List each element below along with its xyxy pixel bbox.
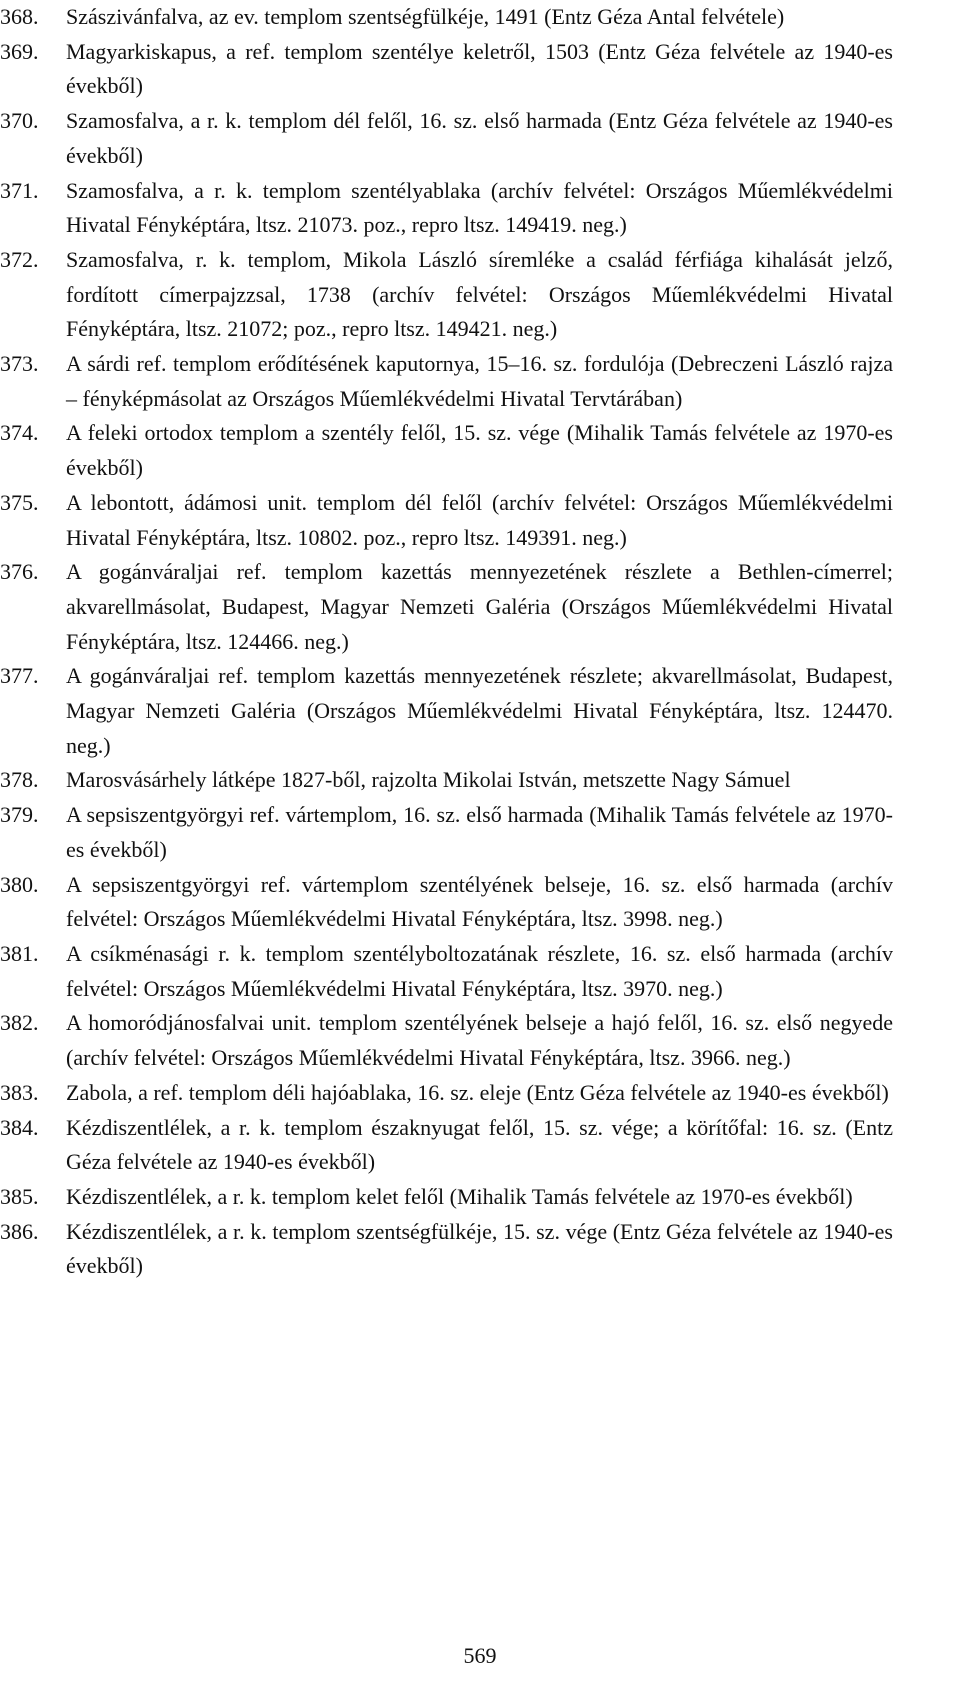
- entry-text: A sepsiszentgyörgyi ref. vártemplom, 16. sz. első harmada (Mihalik Tamás felvétele az 1970-es évekből): [66, 802, 893, 862]
- caption-entry: [0, 1076, 960, 1111]
- caption-entry: [0, 486, 960, 555]
- entry-text: A sepsiszentgyörgyi ref. vártemplom szentélyének belseje, 16. sz. első harmada (archív felvétel: Országos Műemlékvédelmi Hivatal Fényképtára, ltsz. 3998. neg.): [66, 871, 893, 932]
- caption-entry: [0, 798, 960, 867]
- entry-text: Szászivánfalva, az ev. templom szentségfülkéje, 1491 (Entz Géza Antal felvétele): [66, 4, 785, 29]
- entry-text: Kézdiszentlélek, a r. k. templom kelet felől (Mihalik Tamás felvétele az 1970-es évekből): [66, 1183, 853, 1209]
- caption-entry: [0, 868, 960, 937]
- entry-text: Kézdiszentlélek, a r. k. templom szentségfülkéje, 15. sz. vége (Entz Géza felvétele az 1940-es évekből): [66, 1218, 893, 1279]
- entry-number: 383.: [0, 1079, 39, 1105]
- caption-entry: [0, 555, 960, 659]
- entry-number: 386.: [0, 1218, 39, 1244]
- caption-entry: [0, 1006, 960, 1075]
- entry-text: Zabola, a ref. templom déli hajóablaka, 16. sz. eleje (Entz Géza felvétele az 1940-es évekből): [66, 1079, 889, 1105]
- caption-entry: [0, 1215, 960, 1284]
- entry-number: 384.: [0, 1114, 39, 1140]
- entry-number: 375.: [0, 489, 39, 515]
- entry-number: 379.: [0, 802, 39, 828]
- page-number: 569: [463, 1643, 497, 1668]
- entry-number: 376.: [0, 559, 39, 585]
- entry-number: 382.: [0, 1010, 39, 1036]
- entry-number: 378.: [0, 767, 39, 793]
- entry-text: A lebontott, ádámosi unit. templom dél felől (archív felvétel: Országos Műemlékvédelmi Hivatal Fényképtára, ltsz. 10802. poz., repro ltsz. 149391. neg.): [66, 489, 893, 550]
- entry-text: A sárdi ref. templom erődítésének kaputornya, 15–16. sz. fordulója (Debreczeni László rajza – fényképmásolat az Országos Műemlékvédelmi Hivatal Tervtárában): [66, 351, 893, 411]
- entry-number: 370.: [0, 108, 39, 134]
- caption-entry: [0, 1180, 960, 1215]
- caption-entry: [0, 347, 960, 416]
- entry-text: Marosvásárhely látképe 1827-ből, rajzolta Mikolai István, metszette Nagy Sámuel: [66, 767, 791, 793]
- caption-entry: [0, 0, 960, 35]
- entry-text: Szamosfalva, a r. k. templom szentélyablaka (archív felvétel: Országos Műemlékvédelmi Hivatal Fényképtára, ltsz. 21073. poz., repro ltsz. 149419. neg.): [66, 177, 893, 238]
- entry-text: Szamosfalva, a r. k. templom dél felől, 16. sz. első harmada (Entz Géza felvétele az 1940-es évekből): [66, 108, 893, 168]
- entry-number: 369.: [0, 38, 39, 64]
- entry-number: 372.: [0, 246, 39, 272]
- entry-number: 385.: [0, 1183, 39, 1209]
- caption-entry: [0, 174, 960, 243]
- entry-number: 371.: [0, 177, 39, 203]
- caption-entry: [0, 416, 960, 485]
- entry-number: 380.: [0, 871, 39, 897]
- entry-text: Magyarkiskapus, a ref. templom szentélye keletről, 1503 (Entz Géza felvétele az 1940-es évekből): [66, 38, 893, 99]
- caption-entry: [0, 104, 960, 173]
- entry-number: 377.: [0, 663, 39, 689]
- caption-entry: [0, 35, 960, 104]
- caption-entry: [0, 243, 960, 347]
- caption-entry: [0, 937, 960, 1006]
- entry-text: Kézdiszentlélek, a r. k. templom északnyugat felől, 15. sz. vége; a körítőfal: 16. sz. (Entz Géza felvétele az 1940-es évekből): [66, 1114, 893, 1175]
- entry-text: Szamosfalva, r. k. templom, Mikola László síremléke a család férfiága kihalását jelző, fordított címerpajzzsal, 1738 (archív felvétel: Országos Műemlékvédelmi Hivatal Fényképtára, ltsz. 21072; poz., repro ltsz. 149421. neg.): [66, 246, 893, 342]
- caption-entry: [0, 1111, 960, 1180]
- entry-text: A feleki ortodox templom a szentély felől, 15. sz. vége (Mihalik Tamás felvétele az 1970-es évekből): [66, 420, 893, 481]
- caption-entry: [0, 763, 960, 798]
- entry-number: 368.: [0, 4, 39, 29]
- entry-number: 381.: [0, 940, 39, 966]
- entry-text: A gogánváraljai ref. templom kazettás mennyezetének részlete a Bethlen-címerrel; akvarellmásolat, Budapest, Magyar Nemzeti Galéria (Országos Műemlékvédelmi Hivatal Fényképtára, ltsz. 124466. neg.): [66, 559, 893, 654]
- entry-text: A homoródjánosfalvai unit. templom szentélyének belseje a hajó felől, 16. sz. első negyede (archív felvétel: Országos Műemlékvédelmi Hivatal Fényképtára, ltsz. 3966. neg.): [66, 1010, 893, 1071]
- entry-text: A gogánváraljai ref. templom kazettás mennyezetének részlete; akvarellmásolat, Budapest, Magyar Nemzeti Galéria (Országos Műemlékvédelmi Hivatal Fényképtára, ltsz. 124470. neg.): [66, 663, 893, 758]
- entry-text: A csíkménasági r. k. templom szentélyboltozatának részlete, 16. sz. első harmada (archív felvétel: Országos Műemlékvédelmi Hivatal Fényképtára, ltsz. 3970. neg.): [66, 940, 893, 1001]
- caption-entry: [0, 659, 960, 763]
- entry-number: 373.: [0, 351, 39, 377]
- entry-number: 374.: [0, 420, 39, 446]
